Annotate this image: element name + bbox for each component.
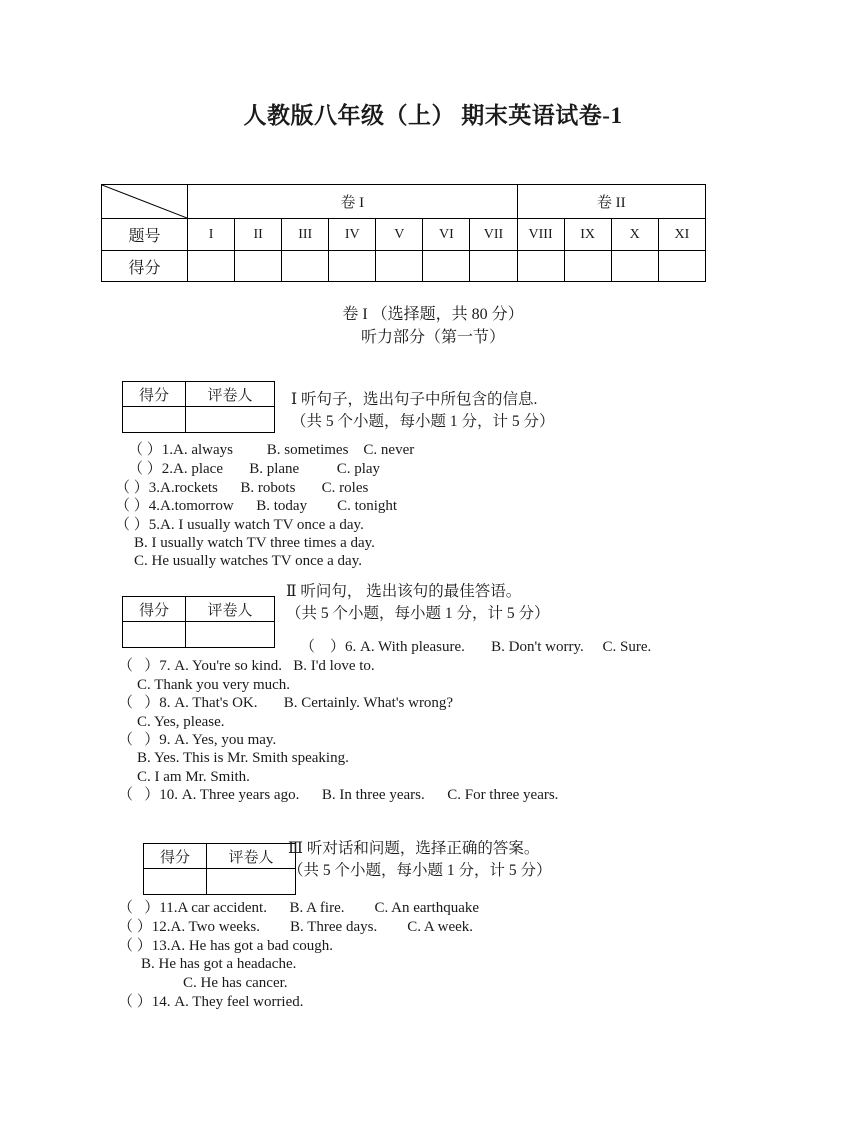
section-1-instruction-line2: （共 5 个小题，每小题 1 分，计 5 分）	[291, 413, 555, 430]
column-header-III: III	[282, 219, 329, 251]
table-row	[123, 407, 275, 433]
table-row	[102, 251, 706, 282]
grader-label-1: 评卷人	[186, 382, 275, 407]
column-header-V: V	[376, 219, 423, 251]
header-score-table	[101, 184, 706, 282]
column-header-IX: IX	[564, 219, 611, 251]
question-item-3[interactable]: （ ）3.A.rockets B. robots C. roles	[115, 480, 369, 496]
paper-1-heading-line1: 卷 I （选择题，共 80 分）	[342, 306, 524, 323]
section-3-instruction-line1: Ⅲ 听对话和问题，选择正确的答案。	[288, 840, 540, 857]
row-label-score: 得分	[102, 251, 188, 282]
score-value-cell-3[interactable]	[144, 869, 207, 895]
table-row	[144, 844, 296, 869]
paper-1-heading-line2: 听力部分（第一节）	[360, 329, 505, 346]
question-item-14[interactable]: （ ）14. A. They feel worried.	[118, 994, 304, 1010]
question-item-8-option-c[interactable]: C. Yes, please.	[137, 714, 225, 730]
section-1-instruction-line1: Ⅰ 听句子，选出句子中所包含的信息.	[291, 391, 538, 408]
section-3-instruction-line2: （共 5 个小题，每小题 1 分，计 5 分）	[288, 862, 552, 879]
question-item-2[interactable]: （ ）2.A. place B. plane C. play	[128, 461, 381, 477]
column-header-VIII: VIII	[517, 219, 564, 251]
score-cell-VII[interactable]	[470, 251, 517, 282]
question-item-9-option-b[interactable]: B. Yes. This is Mr. Smith speaking.	[137, 750, 349, 766]
page-title: 人教版八年级（上） 期末英语试卷-1	[243, 103, 623, 128]
column-header-IV: IV	[329, 219, 376, 251]
grader-value-cell-1[interactable]	[186, 407, 275, 433]
column-header-II: II	[235, 219, 282, 251]
corner-cell-diagonal	[102, 185, 188, 219]
question-item-5-option-c[interactable]: C. He usually watches TV once a day.	[134, 553, 362, 569]
score-cell-II[interactable]	[235, 251, 282, 282]
paper-1-heading	[0, 303, 866, 349]
score-cell-VIII[interactable]	[517, 251, 564, 282]
section-2-instruction-line2: （共 5 个小题，每小题 1 分，计 5 分）	[286, 605, 550, 622]
table-row	[102, 219, 706, 251]
question-item-8[interactable]: （ ）8. A. That's OK. B. Certainly. What's wrong?	[118, 695, 454, 711]
score-box-section-1	[122, 381, 275, 433]
score-cell-IV[interactable]	[329, 251, 376, 282]
table-row	[123, 622, 275, 648]
score-cell-V[interactable]	[376, 251, 423, 282]
question-item-7-option-c[interactable]: C. Thank you very much.	[137, 677, 291, 693]
diagonal-line-icon	[102, 185, 187, 218]
score-label-1: 得分	[123, 382, 186, 407]
column-header-XI: XI	[658, 219, 705, 251]
score-box-section-3	[143, 843, 296, 895]
grader-label-2: 评卷人	[186, 597, 275, 622]
question-item-13-option-c[interactable]: C. He has cancer.	[183, 975, 288, 991]
question-item-1[interactable]: （ ）1.A. always B. sometimes C. never	[128, 442, 415, 458]
table-row	[144, 869, 296, 895]
group-label-paper-1: 卷 I	[188, 185, 518, 219]
grader-value-cell-3[interactable]	[207, 869, 296, 895]
question-item-5-option-b[interactable]: B. I usually watch TV three times a day.	[134, 535, 375, 551]
question-item-9-option-c[interactable]: C. I am Mr. Smith.	[137, 769, 250, 785]
score-cell-IX[interactable]	[564, 251, 611, 282]
section-3-instruction	[288, 838, 552, 882]
question-item-5[interactable]: （ ）5.A. I usually watch TV once a day.	[115, 517, 364, 533]
question-item-12[interactable]: （ ）12.A. Two weeks. B. Three days. C. A week.	[118, 919, 474, 935]
section-2-instruction	[286, 581, 550, 625]
question-item-11[interactable]: （ ）11.A car accident. B. A fire. C. An earthquake	[118, 900, 480, 916]
score-value-cell-2[interactable]	[123, 622, 186, 648]
column-header-VII: VII	[470, 219, 517, 251]
section-2-instruction-line1: Ⅱ 听问句， 选出该句的最佳答语。	[286, 583, 522, 600]
question-item-13[interactable]: （ ）13.A. He has got a bad cough.	[118, 938, 333, 954]
column-header-I: I	[188, 219, 235, 251]
score-cell-I[interactable]	[188, 251, 235, 282]
column-header-VI: VI	[423, 219, 470, 251]
grader-value-cell-2[interactable]	[186, 622, 275, 648]
score-cell-III[interactable]	[282, 251, 329, 282]
question-item-7[interactable]: （ ）7. A. You're so kind. B. I'd love to.	[118, 658, 375, 674]
question-item-4[interactable]: （ ）4.A.tomorrow B. today C. tonight	[115, 498, 398, 514]
score-cell-XI[interactable]	[658, 251, 705, 282]
table-row	[123, 382, 275, 407]
row-label-question-number: 题号	[102, 219, 188, 251]
question-item-6[interactable]: （ ）6. A. With pleasure. B. Don't worry. C. Sure.	[300, 639, 652, 655]
question-item-10[interactable]: （ ）10. A. Three years ago. B. In three years. C. For three years.	[118, 787, 559, 803]
score-cell-X[interactable]	[611, 251, 658, 282]
table-row	[123, 597, 275, 622]
score-value-cell-1[interactable]	[123, 407, 186, 433]
score-cell-VI[interactable]	[423, 251, 470, 282]
group-label-paper-2: 卷 II	[517, 185, 705, 219]
score-box-section-2	[122, 596, 275, 648]
column-header-X: X	[611, 219, 658, 251]
grader-label-3: 评卷人	[207, 844, 296, 869]
question-item-9[interactable]: （ ）9. A. Yes, you may.	[118, 732, 277, 748]
score-label-3: 得分	[144, 844, 207, 869]
section-1-instruction	[291, 389, 555, 433]
score-label-2: 得分	[123, 597, 186, 622]
table-row	[102, 185, 706, 219]
question-item-13-option-b[interactable]: B. He has got a headache.	[141, 956, 297, 972]
